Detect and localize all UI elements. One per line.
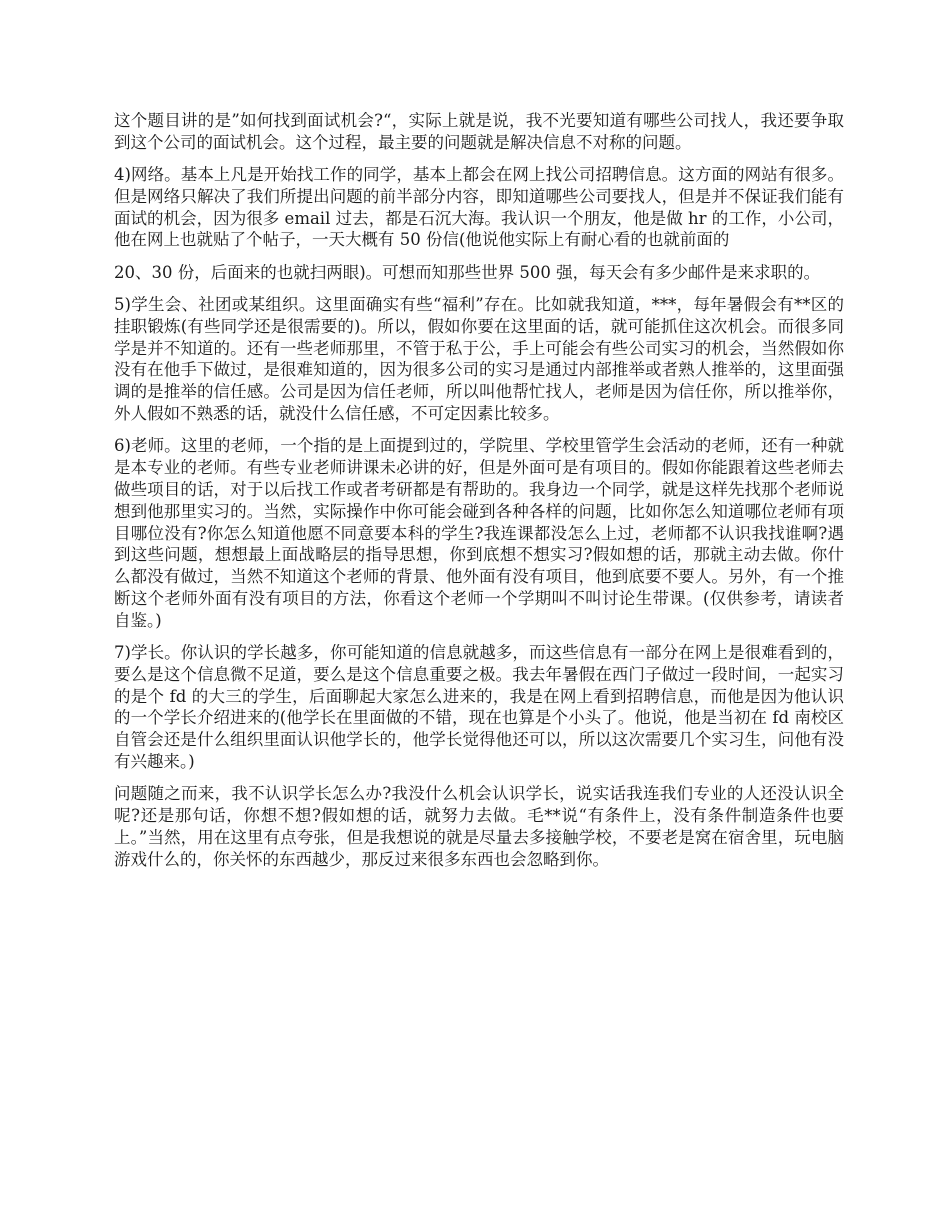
paragraph-student-union: 5)学生会、社团或某组织。这里面确实有些“福利”存在。比如就我知道，***，每年暑假会有**区的挂职锻炼(有些同学还是很需要的)。所以，假如你要在这里面的话，就可能抓住这次机会。而很多同学是并不知道的。还有一些老师那里，不管于私于公，手上可能会有些公司实习的机会，当然假如你没有在他手下做过，是很难知道的，因为很多公司的实习是通过内部推举或者熟人推举的，这里面强调的是推举的信任感。公司是因为信任老师，所以叫他帮忙找人，老师是因为信任你，所以推举你，外人假如不熟悉的话，就没什么信任感，不可定因素比较多。 <box>114 295 844 424</box>
document-body <box>114 110 844 881</box>
paragraph-network-continued: 20、30 份，后面来的也就扫两眼)。可想而知那些世界 500 强，每天会有多少邮件是来求职的。 <box>114 262 821 282</box>
paragraph-senior-students: 7)学长。你认识的学长越多，你可能知道的信息就越多，而这些信息有一部分在网上是很难看到的，要么是这个信息微不足道，要么是这个信息重要之极。我去年暑假在西门子做过一段时间，一起实习的是个 fd 的大三的学生，后面聊起大家怎么进来的，我是在网上看到招聘信息，而他是因为他认识的一个学长介绍进来的(他学长在里面做的不错，现在也算是个小头了。他说，他是当初在 fd 南校区自管会还是什么组织里面认识他学长的，他学长觉得他还可以，所以这次需要几个实习生，问他有没有兴趣来。) <box>114 643 844 772</box>
paragraph-intro: 这个题目讲的是”如何找到面试机会?“，实际上就是说，我不光要知道有哪些公司找人，我还要争取到这个公司的面试机会。这个过程，最主要的问题就是解决信息不对称的问题。 <box>114 111 844 152</box>
paragraph-conclusion: 问题随之而来，我不认识学长怎么办?我没什么机会认识学长，说实话我连我们专业的人还没认识全呢?还是那句话，你想不想?假如想的话，就努力去做。毛**说“有条件上，没有条件制造条件也要上。”当然，用在这里有点夸张，但是我想说的就是尽量去多接触学校，不要老是窝在宿舍里，玩电脑游戏什么的，你关怀的东西越少，那反过来很多东西也会忽略到你。 <box>114 784 844 869</box>
paragraph-teacher: 6)老师。这里的老师，一个指的是上面提到过的，学院里、学校里管学生会活动的老师，还有一种就是本专业的老师。有些专业老师讲课未必讲的好，但是外面可是有项目的。假如你能跟着这些老师去做些项目的话，对于以后找工作或者考研都是有帮助的。我身边一个同学，就是这样先找那个老师说想到他那里实习的。当然，实际操作中你可能会碰到各种各样的问题，比如你怎么知道哪位老师有项目哪位没有?你怎么知道他愿不同意要本科的学生?我连课都没怎么上过，老师都不认识我找谁啊?遇到这些问题，想想最上面战略层的指导思想，你到底想不想实习?假如想的话，那就主动去做。你什么都没有做过，当然不知道这个老师的背景、他外面有没有项目，他到底要不要人。另外，有一个推断这个老师外面有没有项目的方法，你看这个老师一个学期叫不叫讨论生带课。(仅供参考，请读者自鉴。) <box>114 436 844 630</box>
paragraph-network: 4)网络。基本上凡是开始找工作的同学，基本上都会在网上找公司招聘信息。这方面的网站有很多。但是网络只解决了我们所提出问题的前半部分内容，即知道哪些公司要找人，但是并不保证我们能有面试的机会，因为很多 email 过去，都是石沉大海。我认识一个朋友，他是做 hr 的工作，小公司，他在网上也就贴了个帖子，一天大概有 50 份信(他说他实际上有耐心看的也就前面的 <box>114 165 844 250</box>
